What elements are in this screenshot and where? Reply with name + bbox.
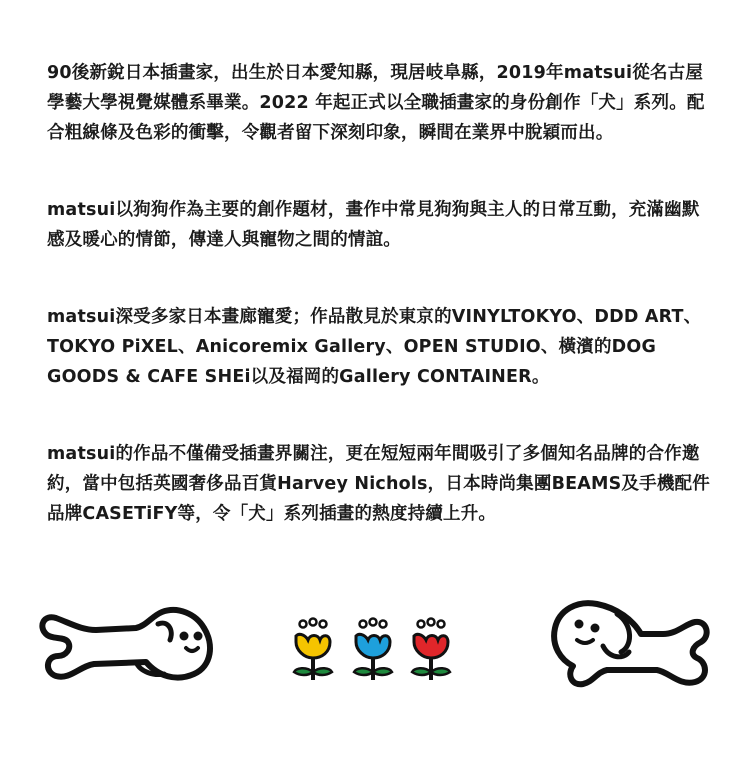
paragraph-galleries: matsui深受多家日本畫廊寵愛；作品散見於東京的VINYLTOKYO、DDD ART、TOKYO PiXEL、Anicoremix Gallery、OPEN STUDIO、橫濱的DOG GOODS & CAFE SHEi以及福岡的Gallery CONTAINER。 bbox=[47, 307, 702, 387]
flowers-icon bbox=[286, 616, 462, 684]
paragraph-intro: 90後新銳日本插畫家，出生於日本愛知縣，現居岐阜縣，2019年matsui從名古屋學藝大學視覺媒體系畢業。2022 年起正式以全職插畫家的身份創作「犬」系列。配合粗線條及色彩的衝擊，令觀者留下深刻印象，瞬間在業界中脫穎而出。 bbox=[47, 63, 705, 143]
paragraph-brands: matsui的作品不僅備受插畫界關注，更在短短兩年間吸引了多個知名品牌的合作邀約，當中包括英國奢侈品百貨Harvey Nichols，日本時尚集團BEAMS及手機配件品牌CASETiFY等，令「犬」系列插畫的熱度持續上升。 bbox=[47, 444, 710, 524]
lying-dog-icon bbox=[36, 596, 216, 692]
illustration-row bbox=[0, 590, 750, 700]
lying-dog-icon bbox=[537, 594, 717, 694]
paragraph-subject: matsui以狗狗作為主要的創作題材，畫作中常見狗狗與主人的日常互動，充滿幽默感及暖心的情節，傳達人與寵物之間的情誼。 bbox=[47, 200, 700, 250]
article-body bbox=[47, 58, 717, 576]
